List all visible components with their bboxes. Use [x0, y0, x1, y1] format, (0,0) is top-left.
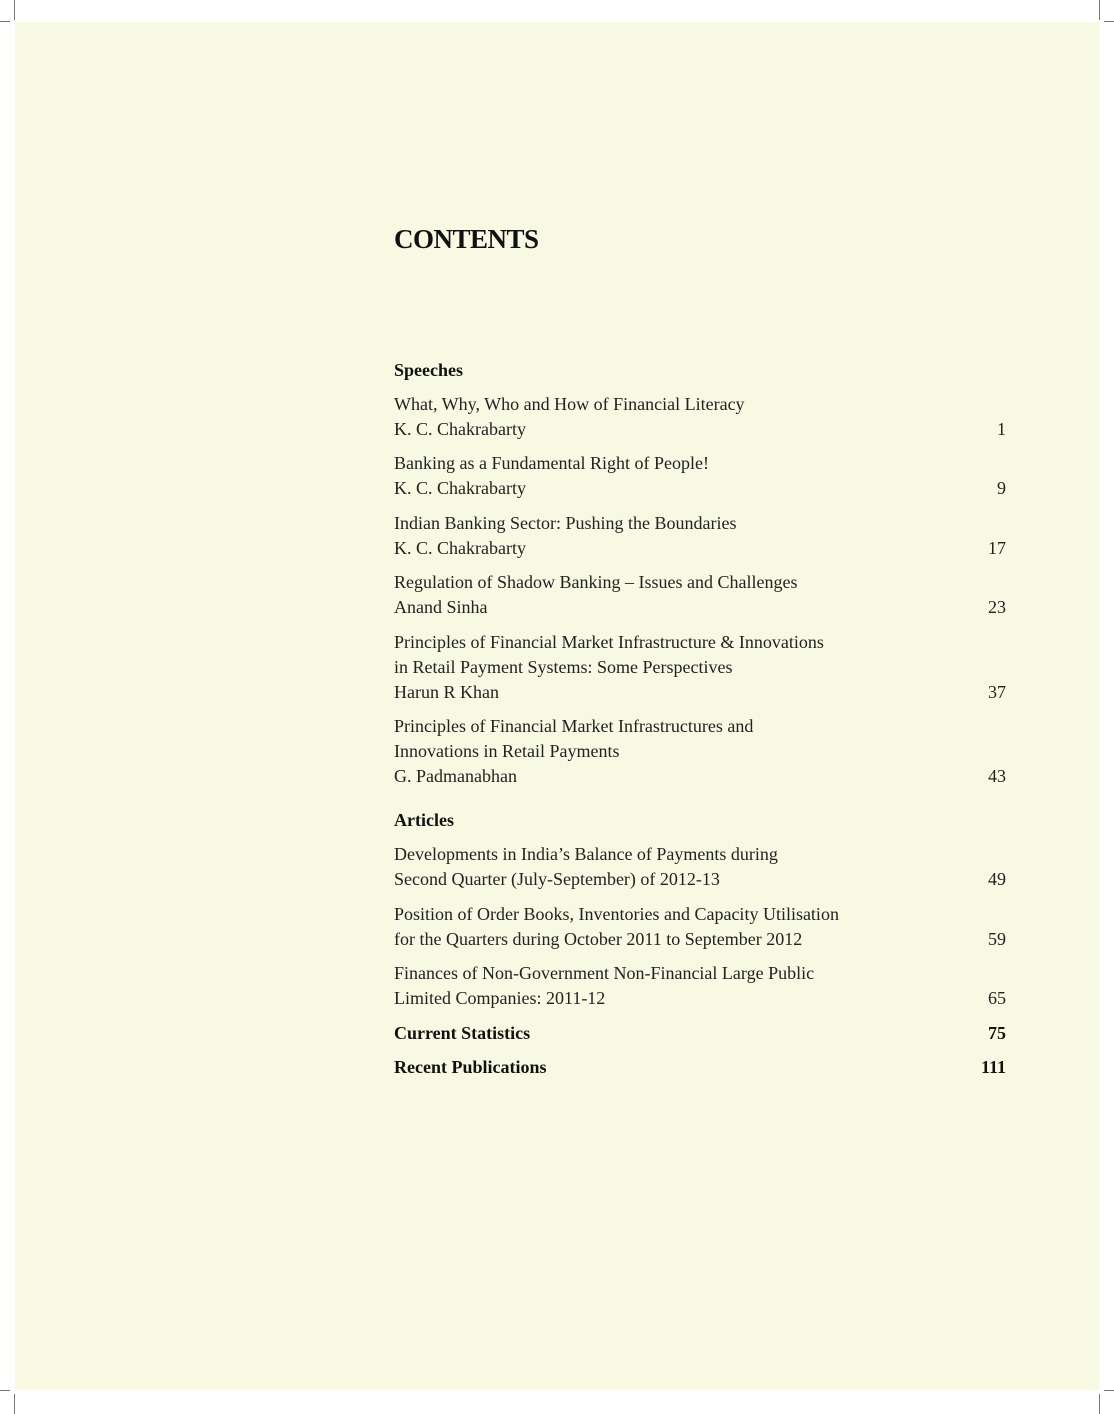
section-speeches	[394, 358, 1006, 789]
entry-page-number: 111	[980, 1057, 1006, 1077]
entry-title: Indian Banking Sector: Pushing the Boundaries	[394, 513, 737, 533]
crop-mark	[14, 1394, 15, 1414]
entry-title: Principles of Financial Market Infrastructures and	[394, 716, 754, 736]
entry-page-number: 75	[988, 1023, 1006, 1043]
entry-title-continued: Innovations in Retail Payments	[394, 741, 620, 761]
entry-author: K. C. Chakrabarty	[394, 538, 526, 558]
toc-entry[interactable]	[394, 842, 1006, 892]
crop-mark	[1104, 1390, 1114, 1391]
entry-title: Recent Publications	[394, 1057, 547, 1077]
toc-entry-current-statistics[interactable]	[394, 1021, 1006, 1046]
entry-page-number: 37	[988, 682, 1006, 702]
entry-page-number: 65	[988, 988, 1006, 1008]
crop-mark	[1099, 0, 1100, 20]
entry-title-continued: Second Quarter (July-September) of 2012-13	[394, 869, 720, 889]
toc-entry[interactable]	[394, 451, 1006, 501]
entry-author: Anand Sinha	[394, 597, 488, 617]
section-heading: Speeches	[394, 360, 463, 380]
entry-author: K. C. Chakrabarty	[394, 478, 526, 498]
entry-author: Harun R Khan	[394, 682, 499, 702]
toc-entry[interactable]	[394, 902, 1006, 952]
toc-entry[interactable]	[394, 961, 1006, 1011]
table-of-contents	[394, 222, 1006, 1080]
entry-title: Finances of Non-Government Non-Financial Large Public	[394, 963, 815, 983]
crop-mark	[1099, 1394, 1100, 1414]
toc-entry[interactable]	[394, 630, 1006, 705]
entry-page-number: 43	[988, 766, 1006, 786]
entry-author: G. Padmanabhan	[394, 766, 517, 786]
entry-page-number: 1	[997, 419, 1006, 439]
toc-entry[interactable]	[394, 511, 1006, 561]
entry-page-number: 23	[988, 597, 1006, 617]
entry-title: What, Why, Who and How of Financial Literacy	[394, 394, 745, 414]
entry-page-number: 49	[988, 869, 1006, 889]
entry-title: Principles of Financial Market Infrastructure & Innovations	[394, 632, 824, 652]
toc-entry[interactable]	[394, 392, 1006, 442]
section-articles	[394, 808, 1006, 1011]
entry-title-continued: for the Quarters during October 2011 to September 2012	[394, 929, 803, 949]
crop-mark	[0, 21, 10, 22]
page-title: CONTENTS	[394, 224, 539, 254]
toc-entry[interactable]	[394, 570, 1006, 620]
entry-author: K. C. Chakrabarty	[394, 419, 526, 439]
toc-entry[interactable]	[394, 714, 1006, 789]
crop-mark	[14, 0, 15, 20]
entry-title-continued: Limited Companies: 2011-12	[394, 988, 606, 1008]
crop-mark	[0, 1390, 10, 1391]
entry-title: Regulation of Shadow Banking – Issues and Challenges	[394, 572, 798, 592]
entry-title: Current Statistics	[394, 1023, 531, 1043]
section-heading: Articles	[394, 810, 454, 830]
entry-page-number: 17	[988, 538, 1006, 558]
entry-title: Position of Order Books, Inventories and Capacity Utilisation	[394, 904, 839, 924]
entry-title: Banking as a Fundamental Right of People!	[394, 453, 709, 473]
entry-title: Developments in India’s Balance of Payments during	[394, 844, 778, 864]
entry-title-continued: in Retail Payment Systems: Some Perspectives	[394, 657, 733, 677]
crop-mark	[1104, 21, 1114, 22]
toc-entry-recent-publications[interactable]	[394, 1055, 1006, 1080]
entry-page-number: 59	[988, 929, 1006, 949]
entry-page-number: 9	[997, 478, 1006, 498]
